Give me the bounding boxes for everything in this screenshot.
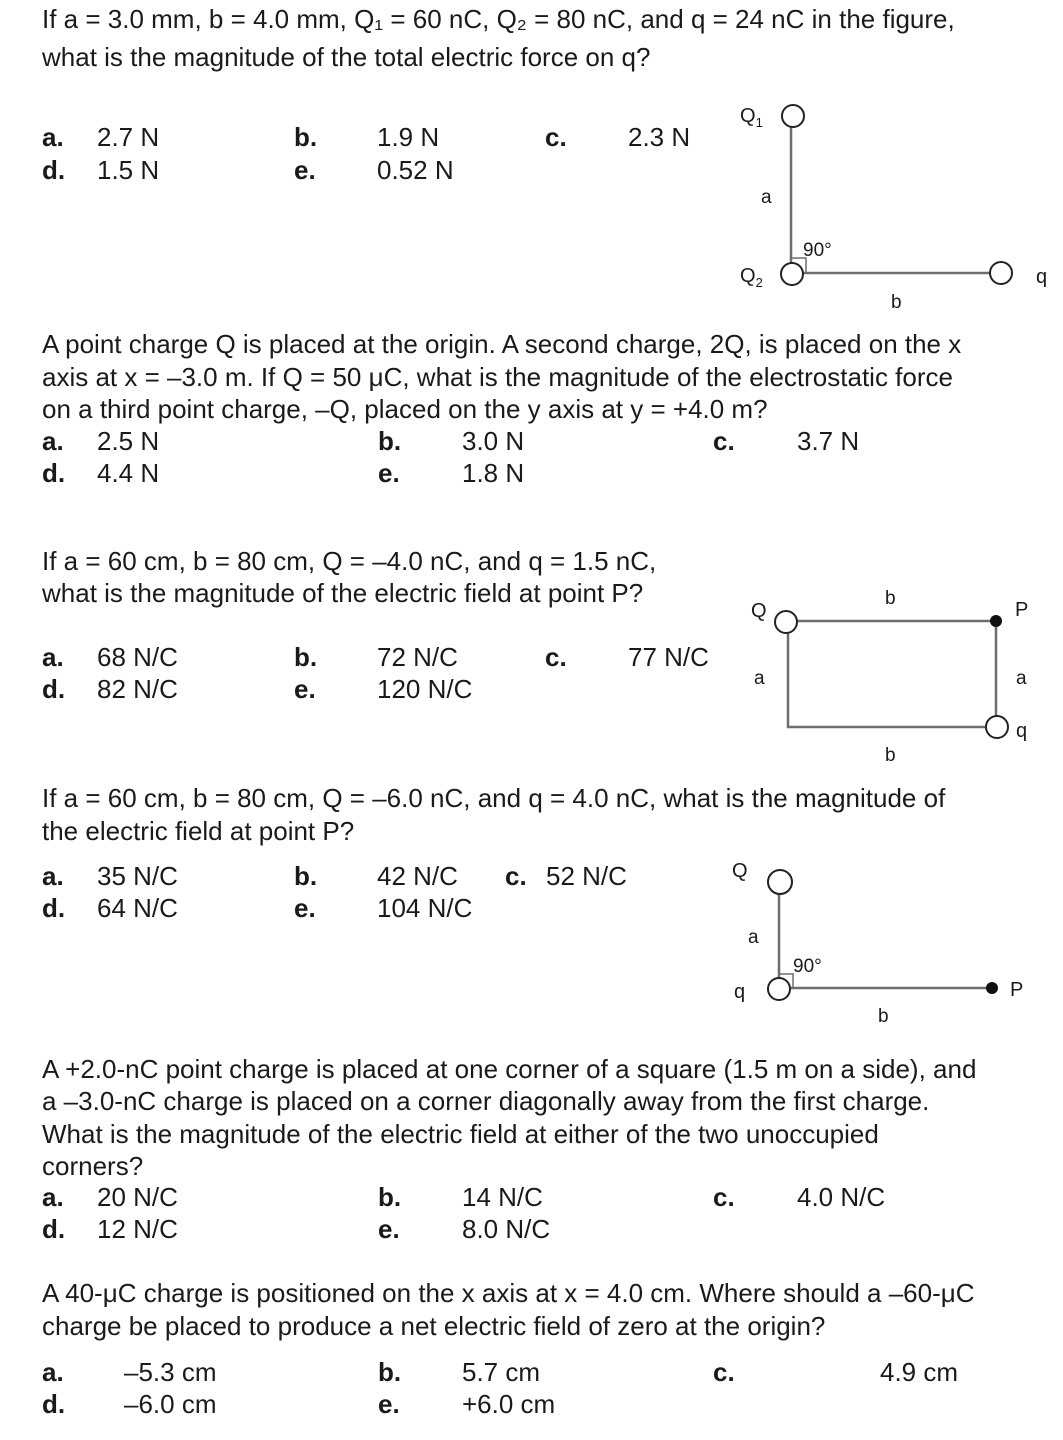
q4-option-a-value: 35 N/C	[97, 861, 178, 891]
q6-option-a-value: –5.3 cm	[124, 1357, 217, 1387]
q2-option-b-letter: b.	[378, 426, 402, 456]
q2-stem-line-3: on a third point charge, –Q, placed on the y axis at y = +4.0 m?	[42, 394, 768, 424]
q4-option-b-letter: b.	[294, 861, 318, 891]
q2-option-d-value: 4.4 N	[97, 458, 160, 488]
q5-option-e-value: 8.0 N/C	[462, 1214, 551, 1244]
q4-label-angle: 90°	[793, 956, 822, 977]
q3-option-a-letter: a.	[42, 642, 64, 672]
q2-stem-line-1: A point charge Q is placed at the origin. A second charge, 2Q, is placed on the x	[42, 329, 962, 359]
q1-label-q2: $Q_2$	[740, 265, 763, 290]
q3-option-c-value: 77 N/C	[628, 642, 709, 672]
q4-option-a-letter: a.	[42, 861, 64, 891]
q2-option-c-letter: c.	[713, 426, 735, 456]
q1-option-e-letter: e.	[294, 155, 316, 185]
q5-stem-line-1: A +2.0-nC point charge is placed at one corner of a square (1.5 m on a side), and	[42, 1054, 977, 1084]
q5-option-d-value: 12 N/C	[97, 1214, 178, 1244]
q2-option-a-letter: a.	[42, 426, 64, 456]
q1-option-d-value: 1.5 N	[97, 155, 160, 185]
q3-option-c-letter: c.	[545, 642, 567, 672]
q6-option-a-letter: a.	[42, 1357, 64, 1387]
q2-option-d-letter: d.	[42, 458, 66, 488]
q6-option-e-value: +6.0 cm	[462, 1389, 556, 1419]
q4-stem-line-2: the electric field at point P?	[42, 816, 355, 846]
q3-label-a-right: a	[1016, 668, 1027, 689]
q3-option-b-value: 72 N/C	[377, 642, 458, 672]
q3-label-a-left: a	[754, 668, 765, 689]
q1-stem-line-1: If a = 3.0 mm, b = 4.0 mm, Q₁ = 60 nC, Q₂ = 80 nC, and q = 24 nC in the figure,	[42, 4, 955, 34]
q4-option-d-value: 64 N/C	[97, 893, 178, 923]
q5-stem-line-4: corners?	[42, 1151, 144, 1181]
q4-point-P-dot	[986, 982, 998, 994]
q5-option-b-value: 14 N/C	[462, 1182, 543, 1212]
q1-option-b-letter: b.	[294, 122, 318, 152]
q1-option-e-value: 0.52 N	[377, 155, 454, 185]
q2-option-e-letter: e.	[378, 458, 400, 488]
q1-label-q: q	[1036, 266, 1048, 288]
q5-option-b-letter: b.	[378, 1182, 402, 1212]
q5-option-a-letter: a.	[42, 1182, 64, 1212]
q6-stem-line-2: charge be placed to produce a net electric field of zero at the origin?	[42, 1311, 826, 1341]
q3-label-q: q	[1016, 720, 1028, 742]
q1-label-angle: 90°	[803, 240, 832, 261]
q1-label-b: b	[891, 292, 902, 313]
q5-option-d-letter: d.	[42, 1214, 66, 1244]
q3-label-Q: Q	[751, 600, 767, 622]
q2-option-b-value: 3.0 N	[462, 426, 525, 456]
q6-option-b-letter: b.	[378, 1357, 402, 1387]
q4-label-q: q	[734, 981, 746, 1003]
q3-option-d-letter: d.	[42, 674, 66, 704]
q1-option-d-letter: d.	[42, 155, 66, 185]
q5-option-a-value: 20 N/C	[97, 1182, 178, 1212]
q3-option-e-letter: e.	[294, 674, 316, 704]
q3-option-a-value: 68 N/C	[97, 642, 178, 672]
q4-option-c-letter: c.	[505, 861, 527, 891]
q4-option-c-value: 52 N/C	[546, 861, 627, 891]
q5-option-e-letter: e.	[378, 1214, 400, 1244]
q1-option-c-letter: c.	[545, 122, 567, 152]
q6-option-d-value: –6.0 cm	[124, 1389, 217, 1419]
q6-stem-line-1: A 40-μC charge is positioned on the x axis at x = 4.0 cm. Where should a –60-μC	[42, 1278, 975, 1308]
q6-option-d-letter: d.	[42, 1389, 66, 1419]
q5-option-c-letter: c.	[713, 1182, 735, 1212]
q2-option-c-value: 3.7 N	[797, 426, 860, 456]
q4-option-b-value: 42 N/C	[377, 861, 458, 891]
q3-option-e-value: 120 N/C	[377, 674, 473, 704]
q3-stem-line-2: what is the magnitude of the electric field at point P?	[42, 578, 644, 608]
q3-option-b-letter: b.	[294, 642, 318, 672]
q3-stem-line-1: If a = 60 cm, b = 80 cm, Q = –4.0 nC, and q = 1.5 nC,	[42, 546, 657, 576]
q4-charge-Q-circle	[768, 870, 792, 894]
q2-stem-line-2: axis at x = –3.0 m. If Q = 50 μC, what is the magnitude of the electrostatic force	[42, 362, 953, 392]
q1-label-a: a	[761, 187, 772, 208]
q3-label-P: P	[1015, 599, 1029, 621]
q5-stem-line-3: What is the magnitude of the electric field at either of the two unoccupied	[42, 1119, 879, 1149]
q1-option-b-value: 1.9 N	[377, 122, 440, 152]
q4-charge-q-circle	[768, 978, 790, 1000]
q3-label-b-top: b	[885, 588, 896, 609]
q1-option-a-letter: a.	[42, 122, 64, 152]
q6-option-c-letter: c.	[713, 1357, 735, 1387]
q2-option-e-value: 1.8 N	[462, 458, 525, 488]
q4-option-e-letter: e.	[294, 893, 316, 923]
q1-option-a-value: 2.7 N	[97, 122, 160, 152]
q4-option-d-letter: d.	[42, 893, 66, 923]
q6-option-e-letter: e.	[378, 1389, 400, 1419]
q3-label-b-bottom: b	[885, 745, 896, 766]
q6-option-c-value: 4.9 cm	[880, 1357, 959, 1387]
q3-option-d-value: 82 N/C	[97, 674, 178, 704]
q6-option-b-value: 5.7 cm	[462, 1357, 541, 1387]
q5-option-c-value: 4.0 N/C	[797, 1182, 886, 1212]
q1-option-c-value: 2.3 N	[628, 122, 691, 152]
q4-label-b: b	[878, 1006, 889, 1027]
q4-stem-line-1: If a = 60 cm, b = 80 cm, Q = –6.0 nC, and q = 4.0 nC, what is the magnitude of	[42, 783, 946, 813]
q1-stem-line-2: what is the magnitude of the total electric force on q?	[42, 42, 651, 72]
q4-label-a: a	[748, 927, 759, 948]
q4-label-Q: Q	[732, 860, 748, 882]
q4-option-e-value: 104 N/C	[377, 893, 473, 923]
q1-label-q1: $Q_1$	[740, 105, 763, 130]
q5-stem-line-2: a –3.0-nC charge is placed on a corner diagonally away from the first charge.	[42, 1086, 930, 1116]
q2-option-a-value: 2.5 N	[97, 426, 160, 456]
q4-label-P: P	[1010, 979, 1024, 1001]
